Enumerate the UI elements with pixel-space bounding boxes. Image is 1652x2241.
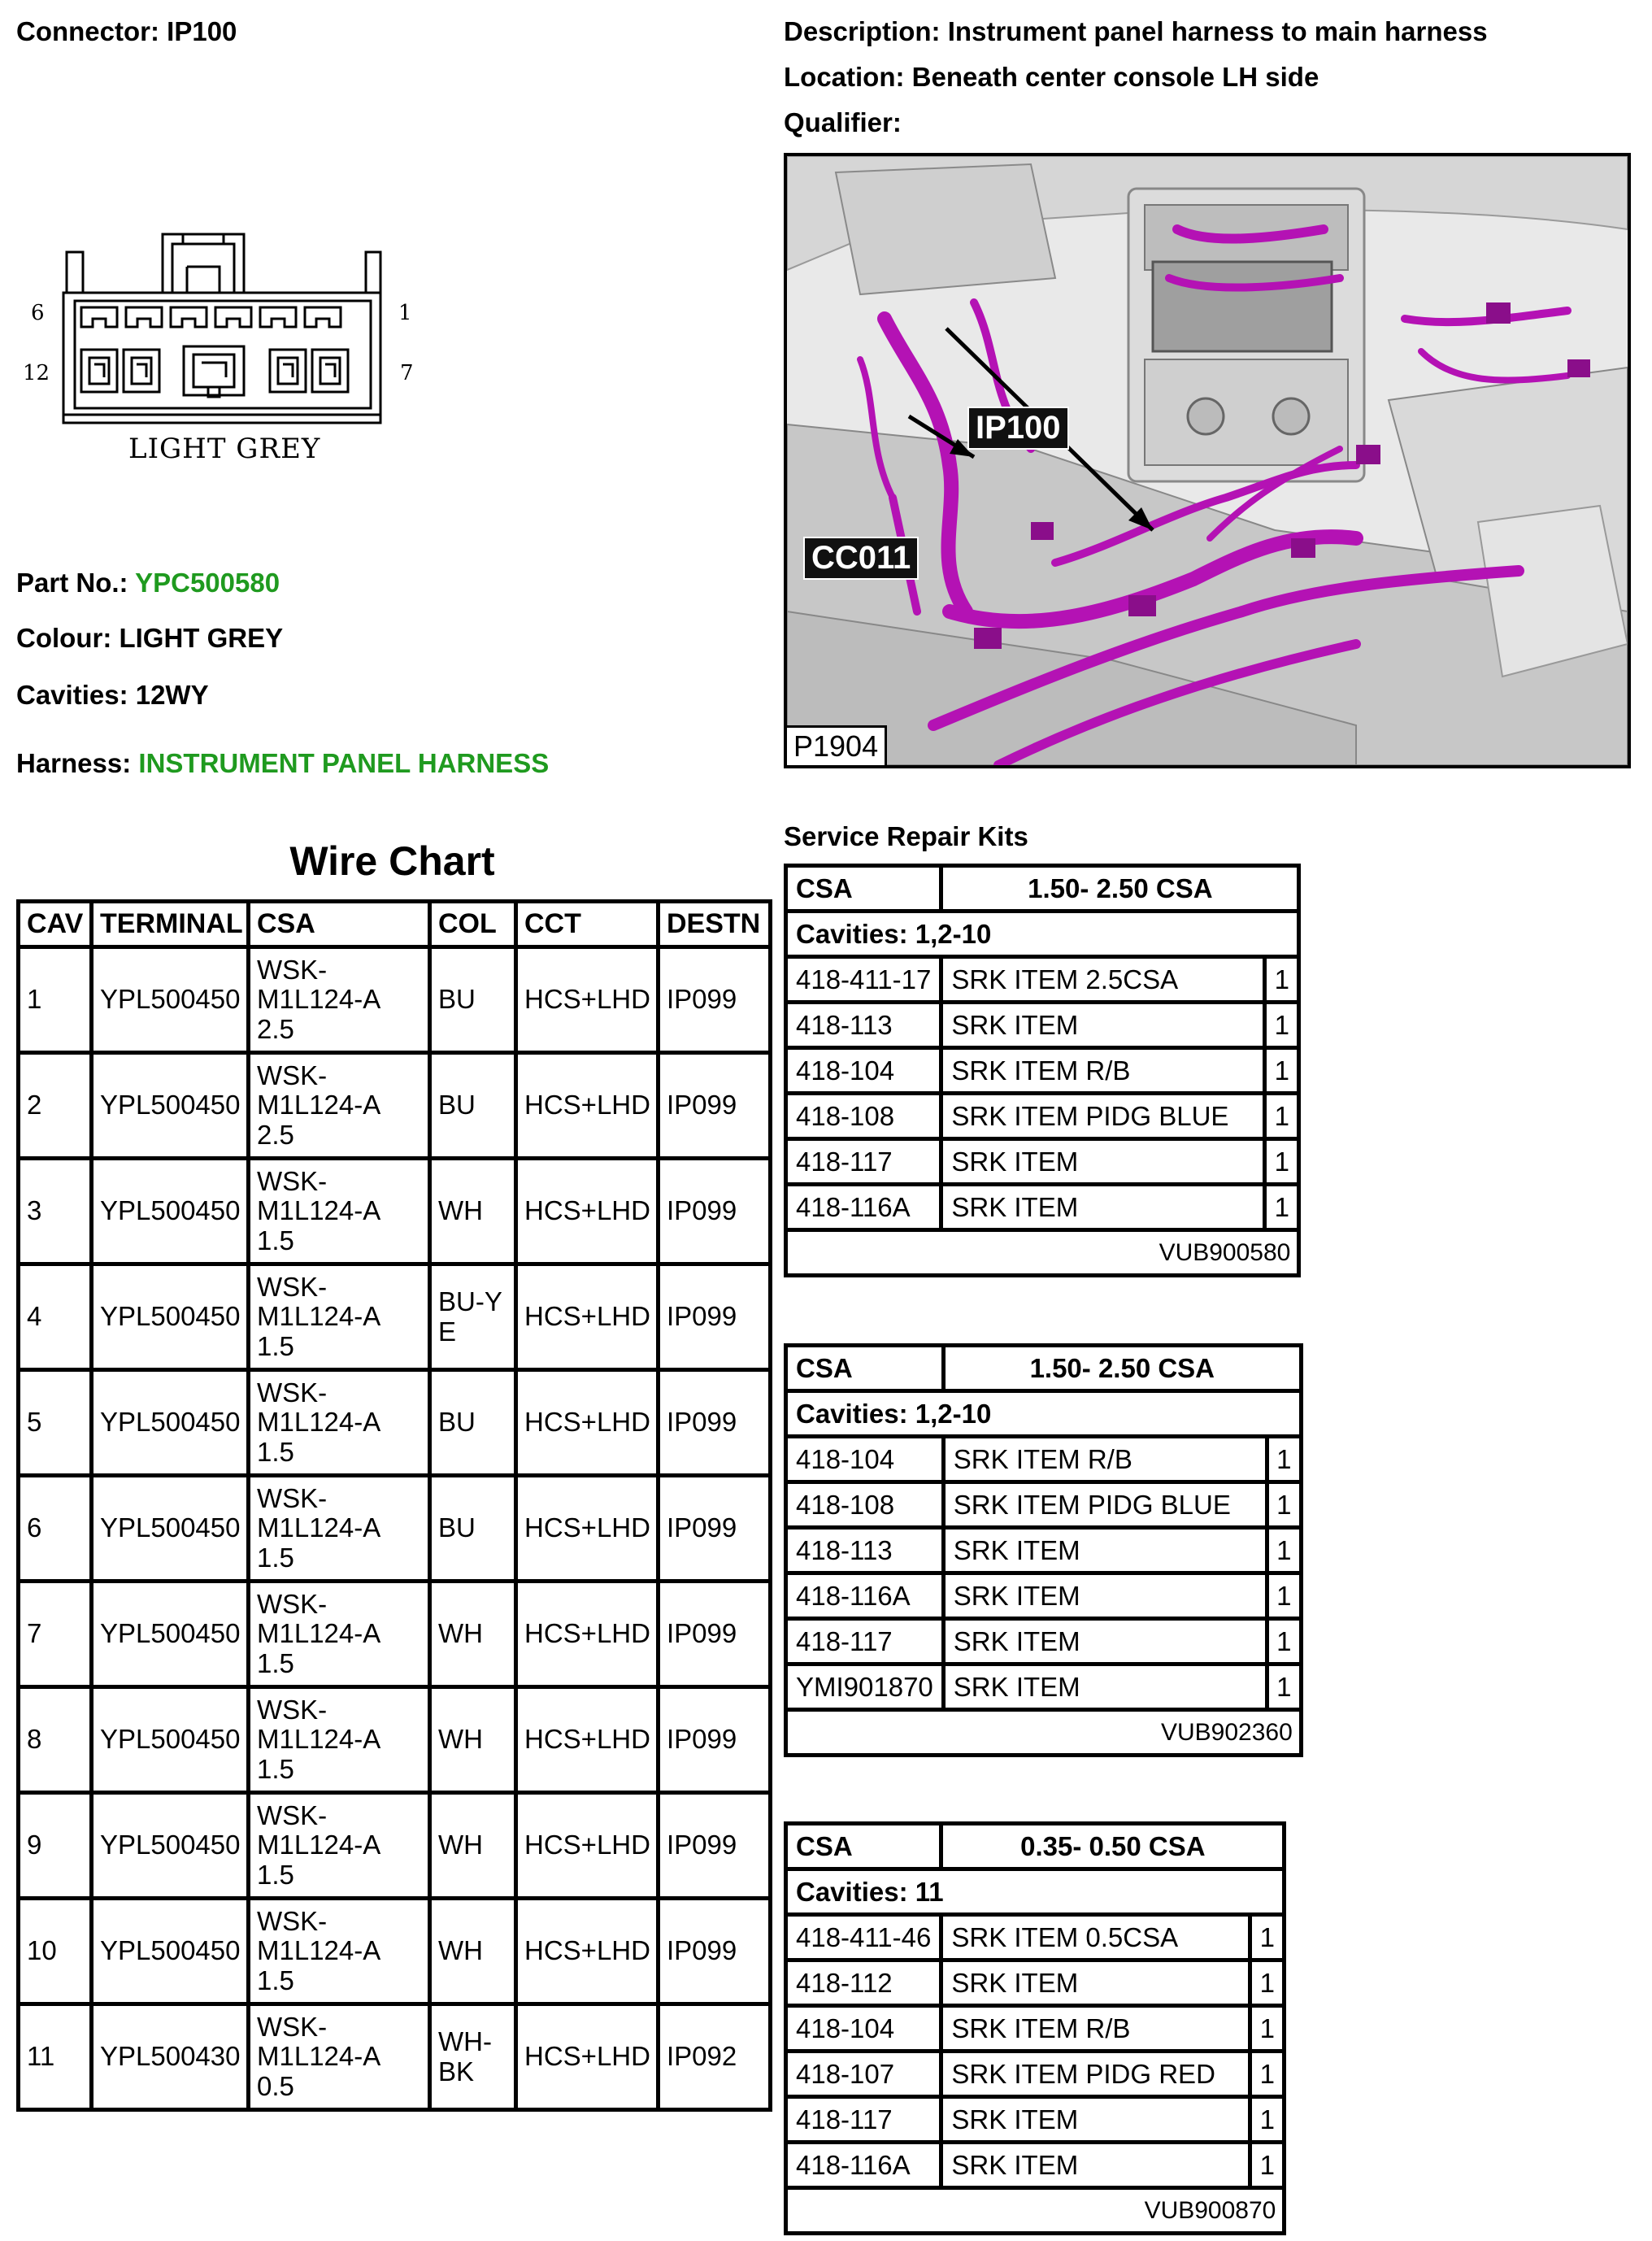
kit-item-part: 418-411-46 (786, 1915, 941, 1960)
cell-destn: IP099 (659, 1264, 771, 1370)
cell-cct: HCS+LHD (516, 1159, 659, 1264)
cell-terminal: YPL500450 (92, 1053, 249, 1159)
cell-destn: IP099 (659, 1370, 771, 1476)
kit-item-row (786, 1139, 1299, 1185)
cell-cav: 1 (19, 947, 92, 1053)
callout-cc011: CC011 (803, 537, 919, 580)
kit-item-qty: 1 (1250, 2052, 1285, 2097)
cell-terminal: YPL500450 (92, 947, 249, 1053)
cell-destn: IP099 (659, 1899, 771, 2004)
kit-cavities-row (786, 912, 1299, 957)
cell-cav: 7 (19, 1582, 92, 1687)
kit-item-row (786, 1528, 1302, 1573)
cell-destn: IP099 (659, 947, 771, 1053)
wire-chart-row (19, 1264, 771, 1370)
cell-csa (249, 1053, 430, 1159)
csa-line: WSK- (257, 1589, 328, 1620)
csa-line: WSK- (257, 1906, 328, 1937)
harness-label: Harness: (16, 748, 132, 778)
wire-chart-row (19, 1899, 771, 2004)
wire-chart-row (19, 1159, 771, 1264)
kit-item-qty: 1 (1267, 1528, 1301, 1573)
csa-line: M1L124-A (257, 1090, 381, 1120)
kit-item-part: 418-117 (786, 1619, 944, 1664)
kit-item-row (786, 1573, 1302, 1619)
wire-chart-row (19, 947, 771, 1053)
cell-destn: IP099 (659, 1476, 771, 1582)
kit-item-desc: SRK ITEM (941, 1003, 1265, 1048)
cell-csa (249, 1793, 430, 1899)
kit-code: VUB900870 (786, 2188, 1285, 2234)
col-header-col: COL (430, 902, 516, 947)
kit-item-row (786, 2143, 1285, 2188)
cell-cav: 6 (19, 1476, 92, 1582)
part-number-line (16, 568, 280, 598)
csa-line: 2.5 (257, 1013, 294, 1044)
kit-item-row (786, 1960, 1285, 2006)
kit-item-row (786, 1619, 1302, 1664)
kit-item-desc: SRK ITEM (943, 1573, 1267, 1619)
kit-code-row (786, 2188, 1285, 2234)
kit-csa-label: CSA (786, 1346, 944, 1391)
kit-item-qty: 1 (1267, 1664, 1301, 1710)
kit-item-part: 418-116A (786, 2143, 941, 2188)
cell-destn: IP099 (659, 1582, 771, 1687)
kit-item-desc: SRK ITEM (941, 1960, 1250, 2006)
wire-chart-title: Wire Chart (289, 838, 495, 884)
csa-line: M1L124-A (257, 984, 381, 1015)
cell-csa (249, 1264, 430, 1370)
kit-item-desc: SRK ITEM (943, 1619, 1267, 1664)
kit-item-desc: SRK ITEM PIDG BLUE (943, 1482, 1267, 1528)
csa-line: M1L124-A (257, 1512, 381, 1543)
csa-line: 1.5 (257, 1330, 294, 1361)
cell-col: BU (430, 1053, 516, 1159)
cell-destn: IP099 (659, 1159, 771, 1264)
kit-item-row (786, 957, 1299, 1003)
csa-line: 1.5 (257, 1436, 294, 1467)
kit-item-qty: 1 (1267, 1573, 1301, 1619)
cell-csa (249, 1370, 430, 1476)
pin-label-7: 7 (400, 361, 414, 385)
csa-line: WSK- (257, 1377, 328, 1408)
kit-code: VUB900580 (786, 1230, 1299, 1276)
csa-line: 1.5 (257, 1859, 294, 1890)
connector-title: Connector: IP100 (16, 16, 237, 46)
cell-col: WH (430, 1793, 516, 1899)
cell-terminal: YPL500450 (92, 1687, 249, 1793)
cell-csa (249, 2004, 430, 2110)
kit-code: VUB902360 (786, 1710, 1302, 1756)
kit-cavities-row (786, 1869, 1285, 1915)
csa-line: 0.5 (257, 2070, 294, 2101)
cell-cav: 4 (19, 1264, 92, 1370)
kit-item-part: 418-108 (786, 1094, 941, 1139)
cell-col: WH (430, 1582, 516, 1687)
kit-item-row (786, 2052, 1285, 2097)
kit-item-part: 418-117 (786, 1139, 941, 1185)
kit-item-desc: SRK ITEM PIDG BLUE (941, 1094, 1265, 1139)
kit-cavities: Cavities: 1,2-10 (786, 912, 1299, 957)
csa-line: WSK- (257, 955, 328, 986)
csa-line: WSK- (257, 1695, 328, 1725)
description-line: Description: Instrument panel harness to main harness (784, 16, 1488, 46)
kit-item-row (786, 1185, 1299, 1230)
kit-cavities-row (786, 1391, 1302, 1437)
cell-cav: 10 (19, 1899, 92, 2004)
kit-item-part: 418-104 (786, 2006, 941, 2052)
kit-csa-range: 1.50- 2.50 CSA (941, 866, 1299, 912)
kit-item-part: 418-107 (786, 2052, 941, 2097)
kit-item-part: 418-104 (786, 1437, 944, 1482)
cell-destn: IP099 (659, 1687, 771, 1793)
csa-line: 1.5 (257, 1753, 294, 1784)
kit-csa-range: 1.50- 2.50 CSA (943, 1346, 1301, 1391)
figure-id-label: P1904 (787, 725, 887, 765)
cell-csa (249, 1582, 430, 1687)
repair-kit-table (784, 864, 1301, 1277)
kit-item-part: 418-113 (786, 1003, 941, 1048)
cell-cct: HCS+LHD (516, 1687, 659, 1793)
wire-chart-row (19, 1793, 771, 1899)
cell-col: WH (430, 1899, 516, 2004)
cell-cct: HCS+LHD (516, 1053, 659, 1159)
kit-item-qty: 1 (1250, 2143, 1285, 2188)
csa-line: WSK- (257, 1060, 328, 1091)
kit-cavities: Cavities: 1,2-10 (786, 1391, 1302, 1437)
wire-chart-row (19, 1053, 771, 1159)
csa-line: M1L124-A (257, 1301, 381, 1332)
kit-item-row (786, 2006, 1285, 2052)
csa-line: WSK- (257, 1272, 328, 1303)
kit-code-row (786, 1230, 1299, 1276)
cell-cav: 2 (19, 1053, 92, 1159)
kit-item-desc: SRK ITEM R/B (941, 1048, 1265, 1094)
col-header-destn: DESTN (659, 902, 771, 947)
location-line: Location: Beneath center console LH side (784, 62, 1319, 92)
kit-item-desc: SRK ITEM R/B (943, 1437, 1267, 1482)
cell-terminal: YPL500450 (92, 1476, 249, 1582)
kit-item-part: YMI901870 (786, 1664, 944, 1710)
kit-item-qty: 1 (1250, 2097, 1285, 2143)
kit-item-qty: 1 (1265, 957, 1299, 1003)
colour-line: Colour: LIGHT GREY (16, 623, 284, 653)
cell-cct: HCS+LHD (516, 1899, 659, 2004)
csa-line: WSK- (257, 1800, 328, 1831)
csa-line: M1L124-A (257, 1830, 381, 1860)
wire-chart-row (19, 1476, 771, 1582)
col-header-cav: CAV (19, 902, 92, 947)
kit-item-desc: SRK ITEM PIDG RED (941, 2052, 1250, 2097)
kit-item-part: 418-113 (786, 1528, 944, 1573)
kit-item-row (786, 1915, 1285, 1960)
kit-item-desc: SRK ITEM (941, 2143, 1250, 2188)
cell-terminal: YPL500450 (92, 1264, 249, 1370)
cell-cct: HCS+LHD (516, 1582, 659, 1687)
cell-cct: HCS+LHD (516, 1370, 659, 1476)
cell-cav: 8 (19, 1687, 92, 1793)
kit-item-row (786, 1048, 1299, 1094)
kit-item-qty: 1 (1267, 1619, 1301, 1664)
kit-item-row (786, 2097, 1285, 2143)
connector-face-diagram (16, 220, 423, 480)
kit-item-qty: 1 (1267, 1482, 1301, 1528)
kit-item-qty: 1 (1265, 1185, 1299, 1230)
wire-chart-row (19, 1582, 771, 1687)
kit-item-qty: 1 (1265, 1094, 1299, 1139)
cell-csa (249, 947, 430, 1053)
kit-item-part: 418-112 (786, 1960, 941, 2006)
csa-line: M1L124-A (257, 1618, 381, 1649)
csa-line: WSK- (257, 1166, 328, 1197)
kit-cavities: Cavities: 11 (786, 1869, 1285, 1915)
col-header-terminal: TERMINAL (92, 902, 249, 947)
kit-item-qty: 1 (1250, 1915, 1285, 1960)
cell-cct: HCS+LHD (516, 947, 659, 1053)
kit-item-desc: SRK ITEM (943, 1528, 1267, 1573)
kit-item-qty: 1 (1267, 1437, 1301, 1482)
cell-cav: 9 (19, 1793, 92, 1899)
kit-item-desc: SRK ITEM (941, 2097, 1250, 2143)
kit-item-desc: SRK ITEM (941, 1185, 1265, 1230)
kit-csa-label: CSA (786, 866, 941, 912)
col-header-cct: CCT (516, 902, 659, 947)
location-photo (784, 153, 1631, 768)
cell-cav: 11 (19, 2004, 92, 2110)
connector-colour-label: LIGHT GREY (128, 433, 321, 465)
repair-kit-table (784, 1821, 1286, 2235)
kit-item-desc: SRK ITEM (943, 1664, 1267, 1710)
service-repair-kits-title: Service Repair Kits (784, 821, 1028, 851)
kit-item-qty: 1 (1265, 1003, 1299, 1048)
cell-destn: IP099 (659, 1053, 771, 1159)
csa-line: 2.5 (257, 1119, 294, 1150)
kit-item-desc: SRK ITEM (941, 1139, 1265, 1185)
kit-item-row (786, 1094, 1299, 1139)
wire-chart-header-row (19, 902, 771, 947)
kit-header-row (786, 866, 1299, 912)
qualifier-line: Qualifier: (784, 107, 902, 137)
kit-item-part: 418-117 (786, 2097, 941, 2143)
cell-col: WH (430, 1159, 516, 1264)
kit-item-desc: SRK ITEM R/B (941, 2006, 1250, 2052)
cell-cct: HCS+LHD (516, 1476, 659, 1582)
csa-line: 1.5 (257, 1647, 294, 1678)
cavity-row-bottom (81, 346, 348, 397)
cell-terminal: YPL500450 (92, 1582, 249, 1687)
csa-line: M1L124-A (257, 1195, 381, 1226)
kit-item-row (786, 1482, 1302, 1528)
csa-line: 1.5 (257, 1965, 294, 1995)
cell-destn: IP092 (659, 2004, 771, 2110)
cell-destn: IP099 (659, 1793, 771, 1899)
pin-label-1: 1 (398, 301, 412, 325)
harness-location-illustration (787, 156, 1628, 765)
kit-item-desc: SRK ITEM 2.5CSA (941, 957, 1265, 1003)
kit-item-qty: 1 (1265, 1139, 1299, 1185)
kit-csa-range: 0.35- 0.50 CSA (941, 1824, 1285, 1869)
part-number-label: Part No.: (16, 568, 128, 598)
kit-item-desc: SRK ITEM 0.5CSA (941, 1915, 1250, 1960)
csa-line: WSK- (257, 1483, 328, 1514)
harness-value: INSTRUMENT PANEL HARNESS (138, 748, 550, 778)
csa-line: 1.5 (257, 1225, 294, 1255)
kit-item-qty: 1 (1250, 1960, 1285, 2006)
kit-csa-label: CSA (786, 1824, 941, 1869)
cell-terminal: YPL500430 (92, 2004, 249, 2110)
cell-cct: HCS+LHD (516, 1793, 659, 1899)
part-number-value: YPC500580 (135, 568, 280, 598)
cell-col: BU-YE (430, 1264, 516, 1370)
wire-chart-row (19, 2004, 771, 2110)
kit-item-qty: 1 (1250, 2006, 1285, 2052)
kit-item-part: 418-108 (786, 1482, 944, 1528)
cell-cct: HCS+LHD (516, 1264, 659, 1370)
kit-item-part: 418-116A (786, 1573, 944, 1619)
kit-header-row (786, 1824, 1285, 1869)
cavity-row-top (81, 307, 341, 327)
callout-ip100: IP100 (967, 407, 1069, 450)
cell-terminal: YPL500450 (92, 1159, 249, 1264)
csa-line: WSK- (257, 2012, 328, 2043)
cell-col: BU (430, 1476, 516, 1582)
cell-cav: 3 (19, 1159, 92, 1264)
cell-col: BU (430, 947, 516, 1053)
harness-line (16, 748, 549, 779)
cell-csa (249, 1476, 430, 1582)
cell-col: BU (430, 1370, 516, 1476)
cell-col: WH (430, 1687, 516, 1793)
kit-item-part: 418-411-17 (786, 957, 941, 1003)
kit-item-row (786, 1003, 1299, 1048)
wire-chart-table (16, 899, 772, 2112)
cell-csa (249, 1159, 430, 1264)
kit-item-part: 418-104 (786, 1048, 941, 1094)
kit-code-row (786, 1710, 1302, 1756)
cell-terminal: YPL500450 (92, 1370, 249, 1476)
cavities-line: Cavities: 12WY (16, 680, 209, 710)
csa-line: M1L124-A (257, 1724, 381, 1755)
col-header-csa: CSA (249, 902, 430, 947)
cell-terminal: YPL500450 (92, 1793, 249, 1899)
cell-terminal: YPL500450 (92, 1899, 249, 2004)
cell-col: WH-BK (430, 2004, 516, 2110)
wire-chart-row (19, 1687, 771, 1793)
cell-csa (249, 1899, 430, 2004)
csa-line: M1L124-A (257, 1935, 381, 1966)
kit-header-row (786, 1346, 1302, 1391)
pin-label-12: 12 (23, 361, 50, 385)
repair-kit-table (784, 1343, 1303, 1757)
kit-item-row (786, 1437, 1302, 1482)
cell-cav: 5 (19, 1370, 92, 1476)
wire-chart-row (19, 1370, 771, 1476)
kit-item-part: 418-116A (786, 1185, 941, 1230)
csa-line: M1L124-A (257, 1407, 381, 1438)
pin-label-6: 6 (31, 301, 45, 325)
csa-line: 1.5 (257, 1542, 294, 1573)
csa-line: M1L124-A (257, 2041, 381, 2072)
kit-item-qty: 1 (1265, 1048, 1299, 1094)
cell-csa (249, 1687, 430, 1793)
cell-cct: HCS+LHD (516, 2004, 659, 2110)
kit-item-row (786, 1664, 1302, 1710)
